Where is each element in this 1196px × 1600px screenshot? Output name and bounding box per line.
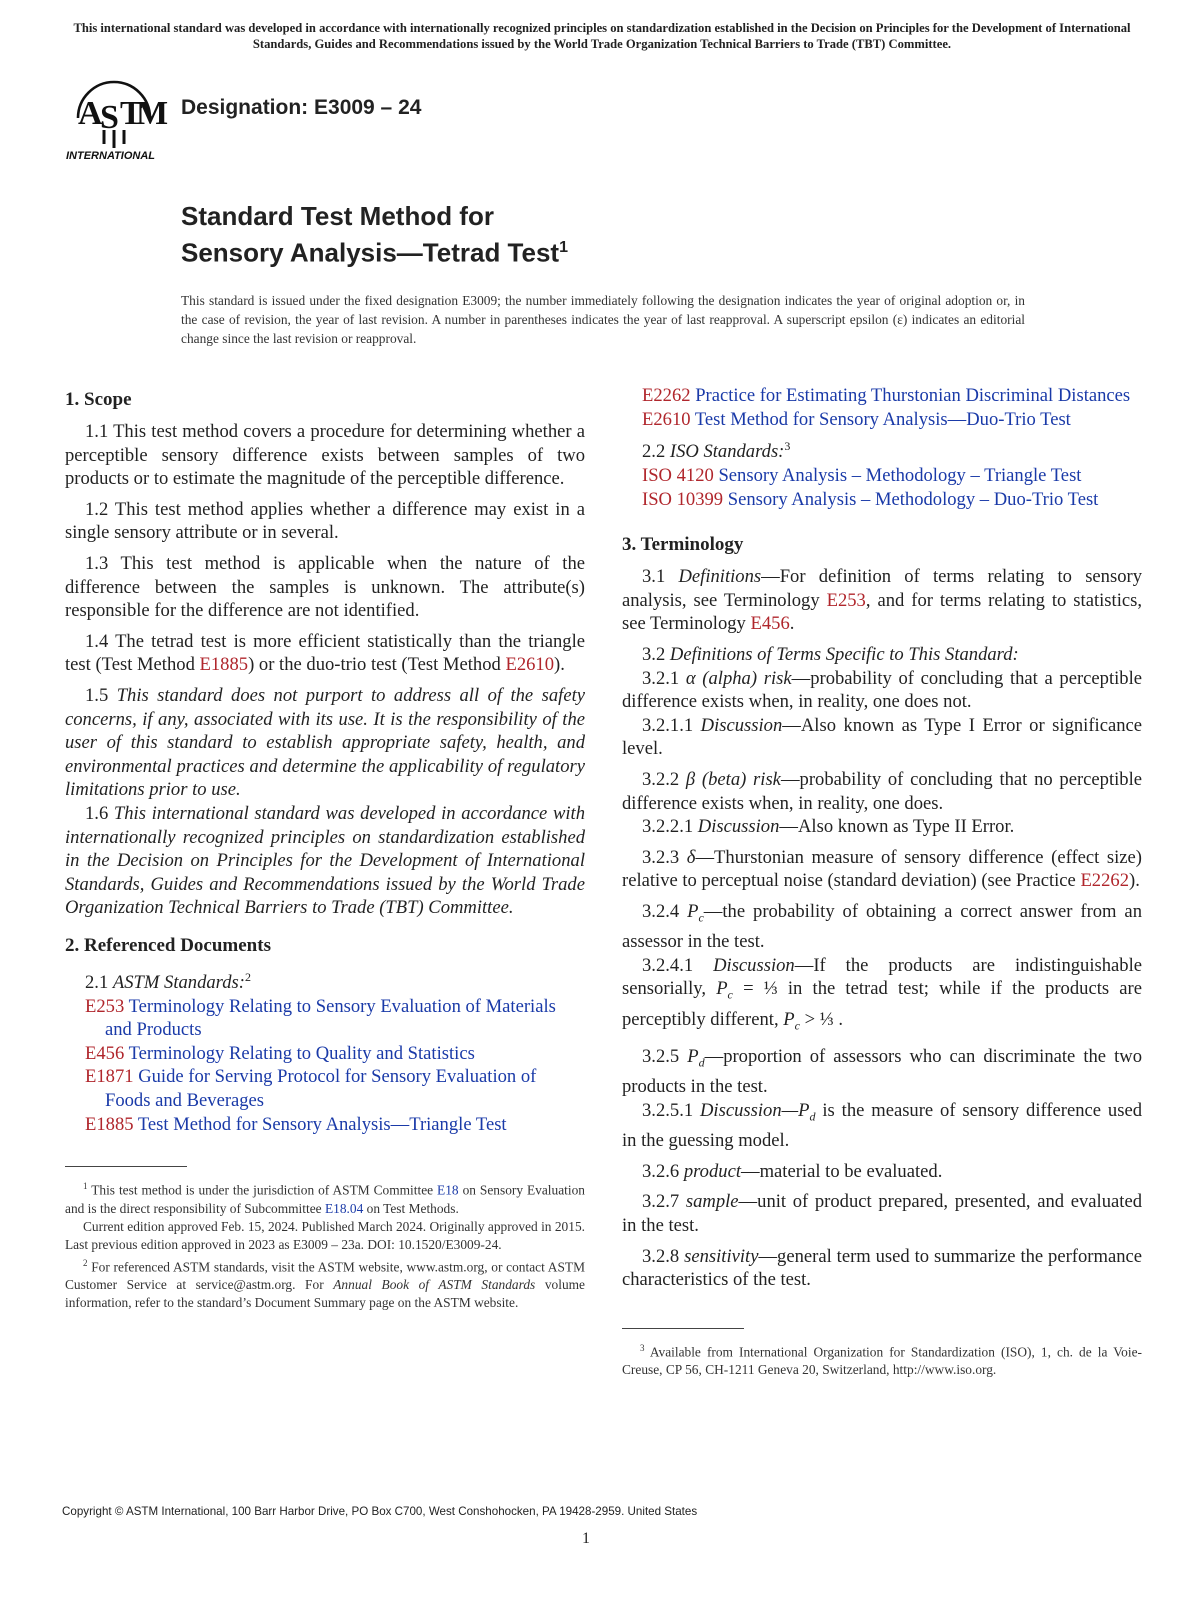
left-column [65,388,585,1312]
page-title [181,200,568,269]
para-3-2-5: 3.2.5 $P_d—proportion$ of assessors who can discriminate the two products in the test. [622,1046,1142,1098]
footnote-3: $^3$ Available from International Organization for Standardization (ISO), 1, ch. de la Voie-Creuse, CP 56, CH-1211 Geneva 20, Switzerland, http://www.iso.org. [622,1342,1142,1378]
para-3-2-3: 3.2.3 δ—Thurstonian measure of sensory difference (effect size) relative to perceptual noise (standard deviation) (see Practice E2262). [622,846,1142,892]
subcommittee-link-e18-04[interactable]: E18.04 [324,1200,364,1216]
para-1-1: 1.1 This test method covers a procedure for determining whether a perceptible sensory difference exists between samples of two products or to estimate the magnitude of the perceptible difference. [65,421,585,490]
para-3-2-1: 3.2.1 α (alpha) risk—probability of concluding that a perceptible difference exists when, in reality, one does not. [622,667,1143,713]
para-3-2-7: 3.2.7 sample—unit of product prepared, presented, and evaluated in the test. [622,1191,1142,1236]
ref-item-iso-10399[interactable]: ISO 10399 Sensory Analysis – Methodology – Duo-Trio Test [642,488,1099,510]
para-1-4: 1.4 The tetrad test is more efficient statistically than the triangle test (Test Method E1885) or the duo-trio test (Test Method E2610). [65,630,585,676]
para-3-2-2: 3.2.2 β (beta) risk—probability of concluding that no perceptible difference exists when, in reality, one does. [622,768,1142,814]
ref-link-e2610[interactable]: E2610 [505,654,555,676]
footnote-divider [65,1166,187,1167]
para-3-2-4-1: 3.2.4.1 Discussion—If the products are indistinguishable sensorially, $P_c$ = ⅓ in the tetrad test; while if the products are perceptibly different, $P_c$ > ⅓ . [622,954,1143,1033]
committee-link-e18[interactable]: E18 [437,1182,459,1198]
ref-item-e2262[interactable]: E2262 Practice for Estimating Thurstonian Discriminal Distances [642,385,1131,406]
ref-item-e253[interactable]: E253 Terminology Relating to Sensory Evaluation of Materials and Products [85,995,556,1041]
ref-item-e1871[interactable]: E1871 Guide for Serving Protocol for Sensory Evaluation of Foods and Beverages [85,1066,537,1112]
title-footnote-mark: 1 [559,239,568,256]
title-line-2: Sensory Analysis—Tetrad Test [181,237,560,268]
svg-text:A: A [78,95,103,132]
right-column [622,384,1142,1379]
ref-item-e2610[interactable]: E2610 Test Method for Sensory Analysis—Duo-Trio Test [642,408,1071,430]
ref-link-e2262[interactable]: E2262 [1080,870,1129,892]
para-1-5: 1.5 This standard does not purport to address all of the safety concerns, if any, associated with its use. It is the responsibility of the user of this standard to establish appropriate safety, health, and environmental practices and determine the applicability of regulatory limitations prior to use. [65,684,585,801]
wto-notice: This international standard was developed in accordance with internationally recognized principles on standardization established in the Decision on Principles for the Development of International Standards, Guides and Recommendations issued by the World Trade Organization Technical Barriers to Trade (TBT) Committee. [73,21,1131,51]
para-3-2-6: 3.2.6 product—material to be evaluated. [642,1160,943,1182]
ref-item-iso-4120[interactable]: ISO 4120 Sensory Analysis – Methodology – Triangle Test [642,464,1082,486]
footnote-2: $^2$ For referenced ASTM standards, visit the ASTM website, www.astm.org, or contact ASTM Customer Service at service@astm.org. For Annual Book of ASTM Standards volume information, refer to the standard’s Document Summary page on the ASTM website. [65,1257,585,1311]
footnote-1-edition: Current edition approved Feb. 15, 2024. Published March 2024. Originally approved in 2015. Last previous edition approved in 2023 as E3009 – 23a. DOI: 10.1520/E3009-24. [65,1218,585,1252]
footnote-divider-right [622,1328,744,1329]
ref-link-e1885[interactable]: E1885 [199,654,249,676]
ref-item-e1885[interactable]: E1885 Test Method for Sensory Analysis—Triangle Test [85,1113,507,1135]
astm-standards-label: 2.1 ASTM Standards:$^2$ [85,969,251,994]
svg-text:T: T [120,95,143,132]
para-3-2-5-1: 3.2.5.1 $Discussion—P_d$ is the measure of sensory difference used in the guessing model. [622,1099,1142,1152]
section-terminology-heading: 3. Terminology [622,534,744,556]
para-3-2-2-1: 3.2.2.1 Discussion—Also known as Type II Error. [642,816,1015,838]
para-1-3: 1.3 This test method is applicable when the nature of the difference between the samples is unknown. The attribute(s) responsible for the difference are not identified. [65,552,585,622]
ref-link-e456[interactable]: E456 [750,613,790,635]
footnote-1: $^1$ This test method is under the jurisdiction of ASTM Committee E18 on Sensory Evaluation and is the direct responsibility of Subcommittee E18.04 on Test Methods. [65,1181,585,1216]
issued-note: This standard is issued under the fixed designation E3009; the number immediately following the designation indicates the year of original adoption or, in the case of revision, the year of last revision. A number in parentheses indicates the year of last reapproval. A superscript epsilon (ε) indicates an editorial change since the last revision or reapproval. [181,293,1025,346]
para-3-2: 3.2 Definitions of Terms Specific to This Standard: [642,643,1019,665]
section-referenced-heading: 2. Referenced Documents [65,934,271,956]
para-3-1: 3.1 Definitions—For definition of terms relating to sensory analysis, see Terminology E253, and for terms relating to statistics, see Terminology E456. [622,566,1143,635]
svg-text:S: S [100,99,119,136]
section-scope-heading: 1. Scope [65,389,132,410]
para-1-6: 1.6 This international standard was developed in accordance with internationally recognized principles on standardization established in the Decision on Principles for the Development of International Standards, Guides and Recommendations issued by the World Trade Organization Technical Barriers to Trade (TBT) Committee. [65,802,586,919]
iso-standards-label: 2.2 ISO Standards:$^3$ [642,439,791,463]
astm-logo [64,68,170,164]
logo-text: INTERNATIONAL [66,150,156,162]
page-number: 1 [582,1530,590,1547]
para-1-2: 1.2 This test method applies whether a difference may exist in a single sensory attribute or in several. [65,498,585,544]
copyright-footer: Copyright © ASTM International, 100 Barr Harbor Drive, PO Box C700, West Conshohocken, PA 19428-2959. United States [62,1505,698,1518]
designation: Designation: E3009 – 24 [181,96,422,119]
ref-link-e253[interactable]: E253 [826,589,866,611]
para-3-2-4: 3.2.4 $P_c—the$ probability of obtaining a correct answer from an assessor in the test. [622,900,1142,953]
para-3-2-8: 3.2.8 sensitivity—general term used to summarize the performance characteristics of the test. [622,1245,1142,1291]
title-line-1: Standard Test Method for [181,201,494,231]
svg-text:M: M [136,95,169,132]
ref-item-e456[interactable]: E456 Terminology Relating to Quality and Statistics [85,1042,475,1064]
para-3-2-1-1: 3.2.1.1 Discussion—Also known as Type I Error or significance level. [622,714,1143,760]
